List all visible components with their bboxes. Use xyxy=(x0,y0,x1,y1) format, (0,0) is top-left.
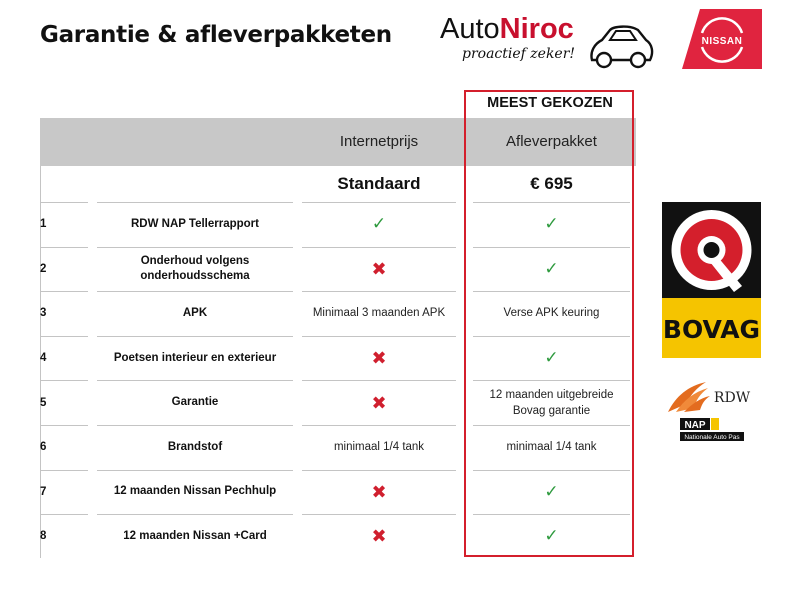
nissan-logo xyxy=(682,9,762,69)
brand-name xyxy=(440,12,574,46)
row-std-value: minimaal 1/4 tank xyxy=(333,441,425,454)
check-icon: ✓ xyxy=(544,348,559,368)
row-feature: Poetsen interieur en exterieur xyxy=(113,351,277,364)
nissan-logo-icon xyxy=(682,9,762,69)
row-divider xyxy=(302,514,456,515)
rdw-logo xyxy=(666,378,762,414)
row-divider xyxy=(40,336,88,337)
row-divider xyxy=(302,291,456,292)
row-divider xyxy=(302,470,456,471)
cross-icon: ✖ xyxy=(371,392,387,413)
car-icon xyxy=(586,22,656,70)
row-number: 2 xyxy=(40,262,47,275)
row-divider xyxy=(40,514,88,515)
row-feature: 12 maanden Nissan +Card xyxy=(123,529,267,542)
row-divider xyxy=(97,380,293,381)
check-icon: ✓ xyxy=(544,258,559,278)
row-divider xyxy=(40,247,88,248)
row-divider xyxy=(40,291,88,292)
row-divider xyxy=(97,247,293,248)
row-divider xyxy=(40,425,88,426)
row-feature: RDW NAP Tellerrapport xyxy=(130,217,259,230)
row-divider xyxy=(97,514,293,515)
row-number: 7 xyxy=(40,485,47,498)
row-feature: Garantie xyxy=(171,396,219,409)
check-icon: ✓ xyxy=(544,214,559,234)
cross-icon: ✖ xyxy=(371,348,387,369)
row-divider xyxy=(97,202,293,203)
row-number: 3 xyxy=(40,307,47,320)
most-chosen-frame xyxy=(464,90,634,557)
brand-auto: Auto xyxy=(440,13,500,45)
row-divider xyxy=(97,425,293,426)
bovag-logo-icon xyxy=(662,202,761,358)
row-std-value xyxy=(302,380,456,425)
rdw-logo-icon xyxy=(666,378,762,414)
row-divider xyxy=(302,380,456,381)
rdw-text: RDW xyxy=(713,390,751,406)
brand-tagline: proactief zeker! xyxy=(462,46,576,62)
check-icon: ✓ xyxy=(544,526,559,546)
row-divider xyxy=(302,247,456,248)
nap-logo-icon xyxy=(680,418,744,442)
row-number: 4 xyxy=(40,352,47,365)
row-number: 8 xyxy=(40,530,47,543)
brand-niroc: Niroc xyxy=(499,13,574,45)
row-std-value xyxy=(302,514,456,559)
nap-logo xyxy=(680,418,744,442)
bovag-text: BOVAG xyxy=(662,315,761,344)
row-std-value xyxy=(302,247,456,292)
most-chosen-label: MEEST GEKOZEN xyxy=(487,95,613,111)
nap-subtext: Nationale Auto Pas xyxy=(684,434,740,441)
row-divider xyxy=(97,291,293,292)
nissan-logo-text: NISSAN xyxy=(701,36,743,47)
row-std-value: Minimaal 3 maanden APK xyxy=(312,307,446,320)
row-number: 1 xyxy=(40,218,47,231)
row-divider xyxy=(97,336,293,337)
cross-icon: ✖ xyxy=(371,481,387,502)
row-feature: APK xyxy=(182,306,208,319)
row-divider xyxy=(40,470,88,471)
row-divider xyxy=(302,202,456,203)
row-std-value xyxy=(302,336,456,381)
check-icon: ✓ xyxy=(544,481,559,501)
check-icon: ✓ xyxy=(371,214,387,234)
row-feature: 12 maanden Nissan Pechhulp xyxy=(113,485,277,498)
autoniroc-logo xyxy=(440,12,660,66)
column-header-internetprijs: Internetprijs xyxy=(339,133,419,150)
cross-icon: ✖ xyxy=(371,258,387,279)
bovag-logo xyxy=(662,202,761,358)
row-number: 5 xyxy=(40,396,47,409)
row-feature: Onderhoud volgens onderhoudsschema xyxy=(140,254,250,282)
row-divider xyxy=(302,336,456,337)
row-std-value xyxy=(302,470,456,515)
row-divider xyxy=(40,202,88,203)
price-standaard: Standaard xyxy=(337,174,421,193)
row-pkg-value: minimaal 1/4 tank xyxy=(506,441,597,454)
row-number: 6 xyxy=(40,441,47,454)
row-divider xyxy=(40,380,88,381)
row-pkg-value: Verse APK keuring xyxy=(503,307,600,320)
row-pkg-value: 12 maanden uitgebreide Bovag garantie xyxy=(489,388,614,417)
price-afleverpakket: € 695 xyxy=(530,174,573,193)
cross-icon: ✖ xyxy=(371,526,387,547)
row-std-value xyxy=(302,202,456,247)
nap-text: NAP xyxy=(684,420,706,431)
page-title: Garantie & afleverpakketen xyxy=(40,22,392,48)
row-feature: Brandstof xyxy=(167,440,223,453)
row-divider xyxy=(302,425,456,426)
row-divider xyxy=(97,470,293,471)
column-header-afleverpakket: Afleverpakket xyxy=(506,133,597,150)
